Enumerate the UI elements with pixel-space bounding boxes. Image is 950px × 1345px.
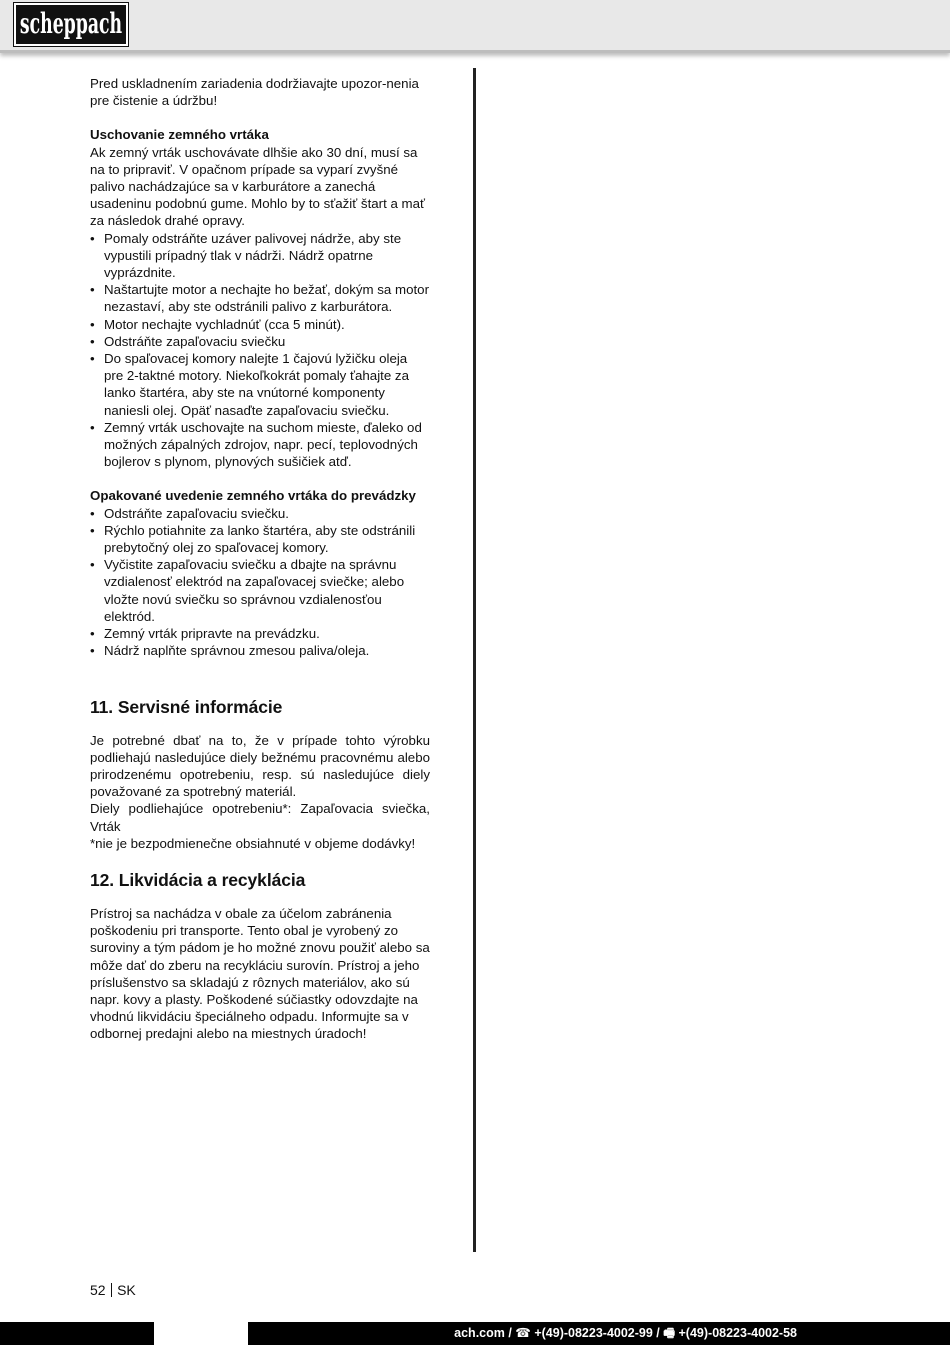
list-item: • Odstráňte zapaľovaciu sviečku xyxy=(90,333,430,350)
wear-parts-text: Diely podliehajúce opotrebeniu*: Zapaľovacia sviečka, Vrták xyxy=(90,801,430,834)
list-item: • Pomaly odstráňte uzáver palivovej nádrže, aby ste vypustili prípadný tlak v nádrži. Nádrž opatrne vyprázdnite. xyxy=(90,230,430,282)
contact-info: ach.com / ☎ +(49)-08223-4002-99 / 🖷 +(49)-08223-4002-58 xyxy=(454,1326,797,1340)
disposal-heading: 12. Likvidácia a recyklácia xyxy=(90,869,306,890)
storage-text: Ak zemný vrták uschovávate dlhšie ako 30 dní, musí sa na to pripraviť. V opačnom prípade sa vyparí zvyšné palivo nachádzajúce sa v karburátore a zanechá usadeninu podobnú gume. Mohlo by to sťažiť štart a mať za následok drahé opravy. xyxy=(90,144,426,229)
recommission-heading: Opakované uvedenie zemného vrtáka do prevádzky xyxy=(90,488,416,504)
logo-text: scheppach xyxy=(19,7,123,41)
scheppach-logo xyxy=(14,3,128,46)
list-item: • Rýchlo potiahnite za lanko štartéra, aby ste odstránili prebytočný olej zo spaľovacej komory. xyxy=(90,522,430,556)
list-item: • Odstráňte zapaľovaciu sviečku. xyxy=(90,505,430,522)
list-item: • Zemný vrták uschovajte na suchom mieste, ďaleko od možných zápalných zdrojov, napr. pecí, teplovodných bojlerov s plynom, plynových sušičiek atď. xyxy=(90,419,430,471)
footer-bar-right xyxy=(248,1322,950,1345)
recommission-list xyxy=(90,505,430,660)
list-item: • Nádrž naplňte správnou zmesou paliva/oleja. xyxy=(90,642,430,659)
list-item: • Naštartujte motor a nechajte ho bežať, dokým sa motor nezastaví, aby ste odstránili palivo z karburátora. xyxy=(90,281,430,315)
list-item: • Motor nechajte vychladnúť (cca 5 minút). xyxy=(90,316,430,333)
storage-list xyxy=(90,230,430,471)
service-heading: 11. Servisné informácie xyxy=(90,696,283,717)
page-header xyxy=(0,0,950,53)
footer-bar-left xyxy=(0,1322,154,1345)
page-number-value: 52 xyxy=(90,1282,106,1298)
separator-bar xyxy=(111,1283,113,1297)
left-column xyxy=(90,75,430,1043)
list-item: • Do spaľovacej komory nalejte 1 čajovú lyžičku oleja pre 2-taktné motory. Niekoľkokrát pomaly ťahajte za lanko štartéra, aby ste na vnútorné komponenty naniesli olej. Opäť nasaďte zapaľovaciu sviečku. xyxy=(90,350,430,419)
page-number xyxy=(90,1281,136,1299)
delivery-note: *nie je bezpodmienečne obsiahnuté v objeme dodávky! xyxy=(90,835,416,851)
column-divider xyxy=(473,68,476,1252)
list-item: • Zemný vrták pripravte na prevádzku. xyxy=(90,625,430,642)
list-item: • Vyčistite zapaľovaciu sviečku a dbajte na správnu vzdialenosť elektród na zapaľovacej sviečke; alebo vložte novú sviečku so správnou vzdialenosťou elektród. xyxy=(90,556,430,625)
disposal-text: Prístroj sa nachádza v obale za účelom zabránenia poškodeniu pri transporte. Tento obal je vyrobený zo suroviny a tým pádom je ho možné znovu použiť alebo sa môže dať do zberu na recykláciu surovín. Prístroj a jeho príslušenstvo sa skladajú z rôznych materiálov, ako sú napr. kovy a plasty. Poškodené súčiastky odovzdajte na vhodnú likvidáciu špeciálneho odpadu. Informujte sa v odbornej predajni alebo na miestnych úradoch! xyxy=(90,905,430,1042)
intro-text: Pred uskladnením zariadenia dodržiavajte upozor-nenia pre čistenie a údržbu! xyxy=(90,76,419,109)
language-code: SK xyxy=(117,1282,136,1298)
service-text: Je potrebné dbať na to, že v prípade tohto výrobku podliehajú nasledujúce diely bežnému pracovnému alebo prirodzenému opotrebeniu, resp. sú nasledujúce diely považované za spotrebný materiál. xyxy=(90,732,430,800)
storage-heading: Uschovanie zemného vrtáka xyxy=(90,127,269,143)
